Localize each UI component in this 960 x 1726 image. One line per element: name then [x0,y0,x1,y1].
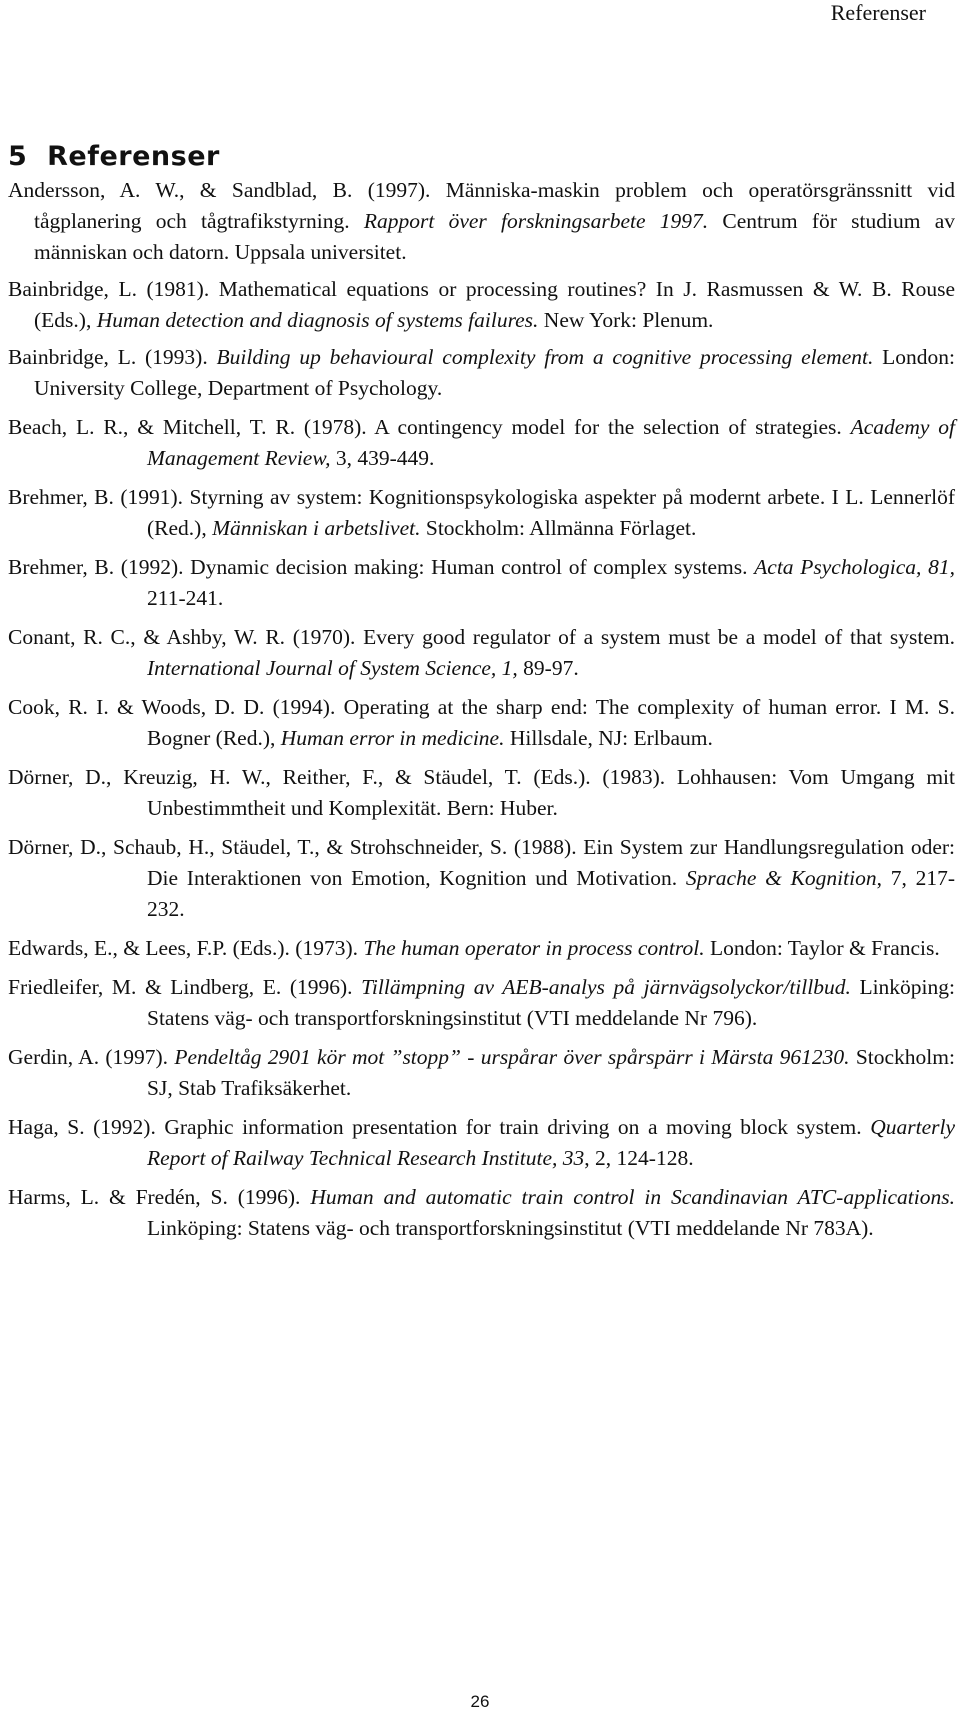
reference-item [8,832,955,925]
reference-text: Edwards, E., & Lees, F.P. (Eds.). (1973). [8,936,364,960]
running-head: Referenser [830,0,926,25]
reference-text: Gerdin, A. (1997). [8,1045,175,1069]
reference-text: , 7, 217-232. [147,866,956,921]
reference-title: Human and automatic train control in Scandinavian ATC-applications. [310,1185,955,1209]
reference-item [8,412,955,474]
reference-title: Pendeltåg 2901 kör mot ”stopp” - urspårar över spårspärr i Märsta 961230. [174,1045,850,1069]
reference-text: Friedleifer, M. & Lindberg, E. (1996). [8,975,362,999]
reference-item [8,692,955,754]
reference-title: Academy of Management Review, [147,415,956,470]
reference-item [8,175,955,268]
reference-title: Sprache & Kognition [685,866,877,890]
reference-text: Beach, L. R., & Mitchell, T. R. (1978). A contingency model for the selection of strategies. [8,415,851,439]
reference-list [8,175,955,1244]
reference-item [8,274,955,336]
reference-title: Building up behavioural complexity from a cognitive processing element. [216,345,874,369]
section-heading [8,140,220,174]
reference-text: Brehmer, B. (1992). Dynamic decision making: Human control of complex systems. [8,555,755,579]
reference-title: Human detection and diagnosis of systems failures. [96,308,539,332]
reference-text: Hillsdale, NJ: Erlbaum. [504,726,713,750]
reference-text: London: Taylor & Francis. [704,936,940,960]
reference-text: Stockholm: SJ, Stab Trafiksäkerhet. [147,1045,955,1100]
reference-text: Andersson, A. W., & Sandblad, B. (1997). Människa-maskin problem och operatörsgränssnitt vid tågplanering och tågtrafikstyrning. [8,178,955,233]
reference-text: Bainbridge, L. (1981). Mathematical equations or processing routines? In J. Rasmussen & W. B. Rouse (Eds.), [8,277,955,332]
reference-title: Människan i arbetslivet. [212,516,421,540]
reference-text: Harms, L. & Fredén, S. (1996). [8,1185,311,1209]
reference-text: New York: Plenum. [538,308,714,332]
reference-text: , 2, 124-128. [584,1146,694,1170]
section-title: Referenser [47,141,220,172]
reference-item [8,762,955,824]
reference-title: Rapport över forskningsarbete 1997. [363,209,709,233]
reference-title: Quarterly Report of Railway Technical Research Institute, 33 [147,1115,955,1170]
reference-text: Bainbridge, L. (1993). [8,345,217,369]
reference-item [8,972,955,1034]
reference-text: Dörner, D., Schaub, H., Stäudel, T., & Strohschneider, S. (1988). Ein System zur Handlungsregulation oder: Die Interaktionen von Emotion, Kognition und Motivation. [8,835,955,890]
reference-text: Conant, R. C., & Ashby, W. R. (1970). Every good regulator of a system must be a model of that system. [8,625,955,649]
page-number: 26 [470,1692,490,1711]
reference-item [8,342,955,404]
reference-item [8,482,955,544]
reference-title: International Journal of System Science, 1, [147,656,518,680]
reference-text: London: University College, Department of Psychology. [34,345,955,400]
reference-text: Centrum för studium av människan och datorn. Uppsala universitet. [34,209,955,264]
reference-text: Brehmer, B. (1991). Styrning av system: Kognitionspsykologiska aspekter på modernt arbete. I L. Lennerlöf (Red.), [8,485,955,540]
reference-title: Acta Psychologica, 81, [754,555,955,579]
reference-text: Linköping: Statens väg- och transportforskningsinstitut (VTI meddelande Nr 796). [147,975,956,1030]
reference-text: Cook, R. I. & Woods, D. D. (1994). Operating at the sharp end: The complexity of human error. I M. S. Bogner (Red.), [8,695,955,750]
reference-text: 89-97. [517,656,579,680]
reference-text: Stockholm: Allmänna Förlaget. [420,516,697,540]
reference-item [8,1182,955,1244]
reference-item [8,1112,955,1174]
reference-item [8,552,955,614]
section-number: 5 [8,141,28,172]
reference-title: Human error in medicine. [280,726,505,750]
reference-item [8,933,955,964]
reference-item [8,1042,955,1104]
reference-title: Tillämpning av AEB-analys på järnvägsolyckor/tillbud. [361,975,851,999]
reference-text: Linköping: Statens väg- och transportforskningsinstitut (VTI meddelande Nr 783A). [147,1216,874,1240]
reference-text: Haga, S. (1992). Graphic information presentation for train driving on a moving block system. [8,1115,871,1139]
reference-text: 211-241. [147,586,224,610]
reference-title: The human operator in process control. [363,936,705,960]
reference-item [8,622,955,684]
reference-text: Dörner, D., Kreuzig, H. W., Reither, F., & Stäudel, T. (Eds.). (1983). Lohhausen: Vom Umgang mit Unbestimmtheit und Komplexität. Bern: Huber. [8,765,955,820]
reference-text: 3, 439-449. [330,446,435,470]
